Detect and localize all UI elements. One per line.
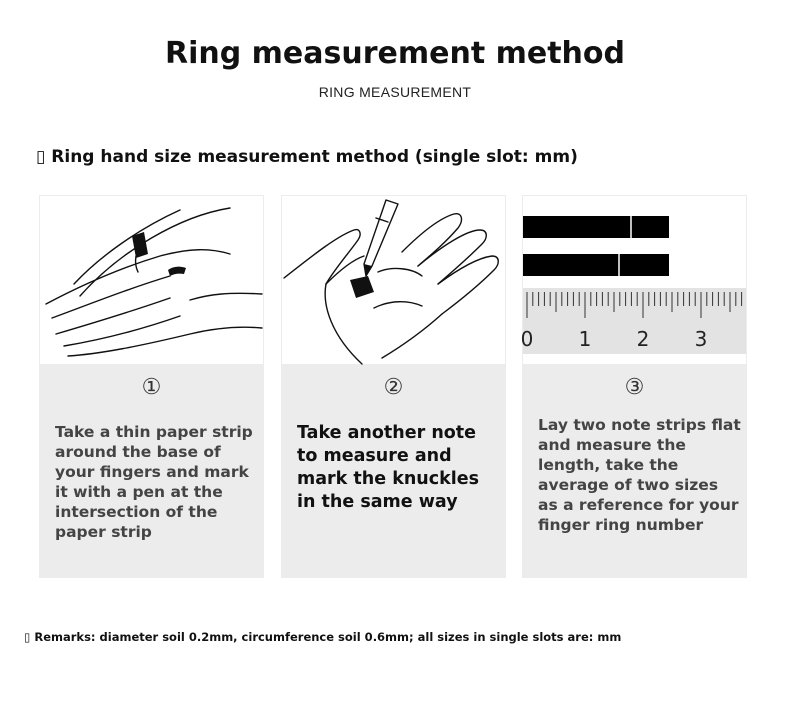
ruler-label: 2 bbox=[636, 327, 650, 351]
step-description: Take another note to measure and mark the knuckles in the same way bbox=[297, 423, 480, 512]
step-number: ② bbox=[383, 375, 404, 400]
remarks-note bbox=[24, 630, 621, 644]
section-heading-text: Ring hand size measurement method (single slot: mm) bbox=[51, 147, 578, 167]
step-card-2 bbox=[281, 195, 506, 578]
ruler-strips-icon bbox=[520, 196, 746, 364]
ruler-label: 0 bbox=[520, 327, 534, 351]
ruler-label: 1 bbox=[578, 327, 592, 351]
step-number: ① bbox=[141, 375, 162, 400]
box-glyph-icon: ▯ bbox=[36, 147, 46, 167]
hand-paper-strip-icon bbox=[40, 196, 263, 364]
step-description: Take a thin paper strip around the base of your fingers and mark it with a pen at the intersection of the paper strip bbox=[55, 423, 253, 541]
box-glyph-icon: ▯ bbox=[24, 630, 31, 644]
hand-pen-mark-icon bbox=[282, 196, 505, 364]
step-card-3 bbox=[522, 195, 747, 578]
page-subtitle: RING MEASUREMENT bbox=[318, 84, 472, 100]
ruler-label: 3 bbox=[694, 327, 708, 351]
step-card-1 bbox=[39, 195, 264, 578]
remarks-text: Remarks: diameter soil 0.2mm, circumference soil 0.6mm; all sizes in single slots are: mm bbox=[34, 630, 622, 644]
page-title: Ring measurement method bbox=[164, 36, 625, 71]
section-heading bbox=[36, 147, 578, 167]
step-number: ③ bbox=[624, 375, 645, 400]
step-description: Lay two note strips flat and measure the length, take the average of two sizes as a reference for your finger ring number bbox=[538, 416, 741, 534]
